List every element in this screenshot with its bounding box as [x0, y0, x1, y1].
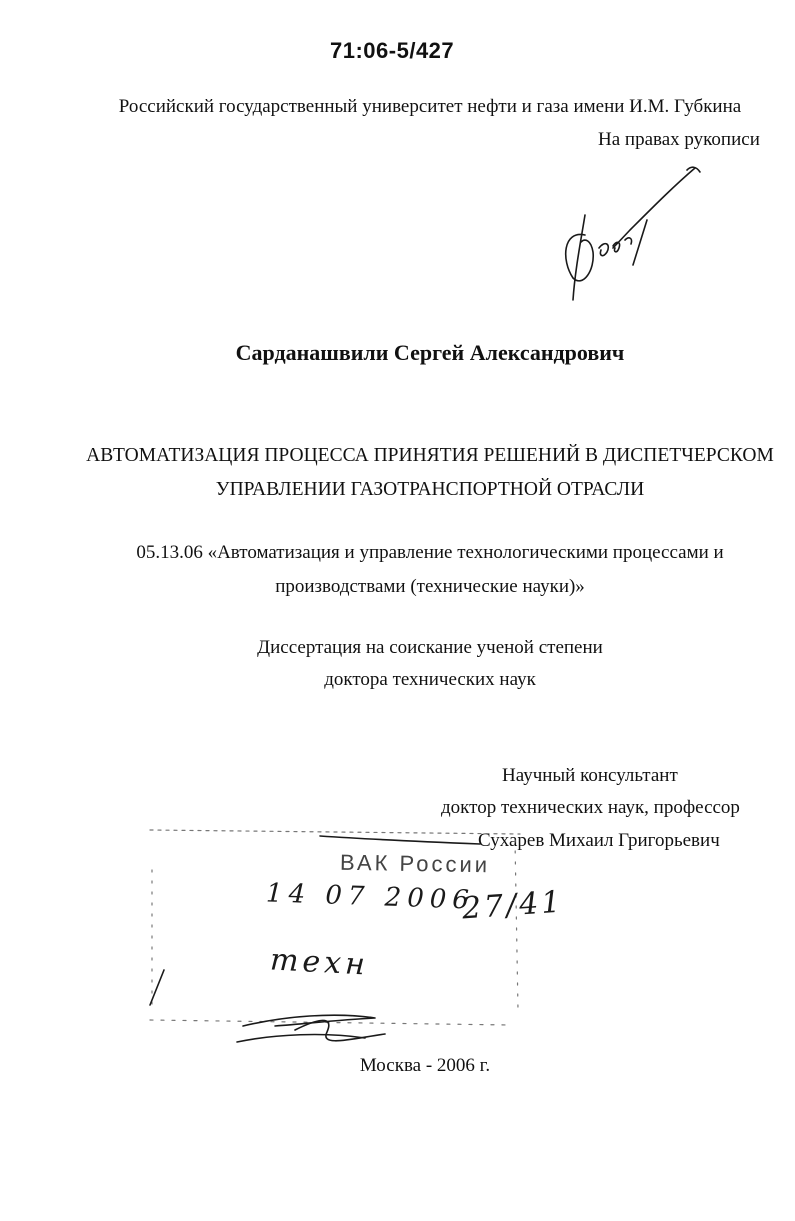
stamp-heading: ВАК России [339, 849, 491, 878]
thesis-title-line-1: АВТОМАТИЗАЦИЯ ПРОЦЕССА ПРИНЯТИЯ РЕШЕНИЙ В ДИСПЕТЧЕРСКОМ [86, 445, 774, 466]
manuscript-rights-note: На правах рукописи [598, 129, 760, 150]
author-signature [555, 160, 715, 310]
specialty-line-2: производствами (технические науки)» [275, 576, 585, 597]
specialty-line-1: 05.13.06 «Автоматизация и управление технологическими процессами и [136, 542, 724, 563]
city-year: Москва - 2006 г. [359, 1055, 491, 1076]
stamp-date: 14 07 2006 [265, 878, 476, 916]
degree-line-1: Диссертация на соискание ученой степени [257, 637, 603, 658]
registrar-signature [235, 1008, 415, 1058]
consultant-title: доктор технических наук, профессор [441, 797, 740, 818]
consultant-name: Сухарев Михаил Григорьевич [478, 830, 720, 851]
institution-name: Российский государственный университет нефти и газа имени И.М. Губкина [118, 96, 742, 117]
catalog-number: 71:06-5/427 [330, 38, 455, 63]
degree-line-2: доктора технических наук [324, 669, 536, 690]
consultant-role: Научный консультант [502, 765, 678, 786]
author-name: Сарданашвили Сергей Александрович [235, 340, 625, 365]
thesis-title-line-2: УПРАВЛЕНИИ ГАЗОТРАНСПОРТНОЙ ОТРАСЛИ [215, 479, 645, 500]
stamp-handwritten-note: техн [269, 942, 370, 983]
stamp-number: 27/41 [460, 884, 565, 927]
